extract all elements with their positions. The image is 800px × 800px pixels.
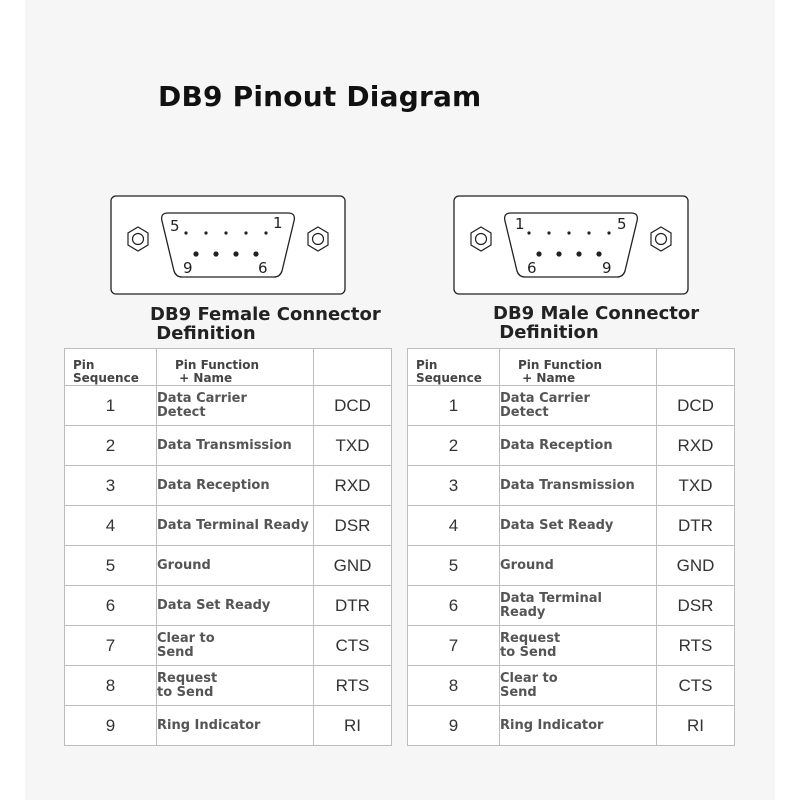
pin-number-cell: 9 xyxy=(408,706,500,746)
pin-number-cell: 3 xyxy=(408,466,500,506)
table-row xyxy=(408,506,735,546)
pin-label: 6 xyxy=(527,259,537,277)
pin-abbreviation-cell: GND xyxy=(314,546,392,586)
table-row xyxy=(408,586,735,626)
pin-number-cell: 8 xyxy=(408,666,500,706)
pin-abbreviation-cell: RXD xyxy=(657,426,735,466)
pin-function-cell: Clear to Send xyxy=(157,626,314,666)
pin-number-cell: 9 xyxy=(65,706,157,746)
pin-function-cell: Request to Send xyxy=(500,626,657,666)
pin-label: 1 xyxy=(273,214,283,232)
table-header-row xyxy=(65,349,392,386)
header-abbreviation xyxy=(657,349,735,386)
table-row xyxy=(65,706,392,746)
pin-function-cell: Data Set Ready xyxy=(500,506,657,546)
male-heading: DB9 Male Connector Definition xyxy=(493,303,700,343)
table-row xyxy=(408,466,735,506)
table-row xyxy=(408,426,735,466)
pin-abbreviation-cell: DCD xyxy=(657,386,735,426)
mounting-hex-nut-icon xyxy=(308,227,328,251)
pin-number-cell: 7 xyxy=(65,626,157,666)
table-row xyxy=(65,506,392,546)
pin-abbreviation-cell: RXD xyxy=(314,466,392,506)
pin-number-cell: 7 xyxy=(408,626,500,666)
pin-number-cell: 1 xyxy=(408,386,500,426)
pin-abbreviation-cell: RI xyxy=(314,706,392,746)
table-row xyxy=(408,706,735,746)
male-connector-diagram xyxy=(453,195,689,295)
pin-function-cell: Data Set Ready xyxy=(157,586,314,626)
male-section-title xyxy=(493,304,699,342)
pin-abbreviation-cell: TXD xyxy=(314,426,392,466)
pin-label: 5 xyxy=(170,217,180,235)
pin-abbreviation-cell: DTR xyxy=(657,506,735,546)
table-row xyxy=(65,626,392,666)
mounting-hex-nut-icon xyxy=(128,227,148,251)
pin-label: 1 xyxy=(515,215,525,233)
pin-abbreviation-cell: TXD xyxy=(657,466,735,506)
table-row xyxy=(65,466,392,506)
female-pinout-table xyxy=(64,348,392,746)
pin-number-cell: 2 xyxy=(408,426,500,466)
table-row xyxy=(408,666,735,706)
pin-abbreviation-cell: RTS xyxy=(657,626,735,666)
pin-abbreviation-cell: GND xyxy=(657,546,735,586)
page-title: DB9 Pinout Diagram xyxy=(158,80,482,113)
pin-label: 6 xyxy=(258,259,268,277)
header-pin-sequence: Pin Sequence xyxy=(408,349,500,386)
table-header-row xyxy=(408,349,735,386)
pin-function-cell: Ring Indicator xyxy=(157,706,314,746)
pin-function-cell: Ring Indicator xyxy=(500,706,657,746)
pin-abbreviation-cell: DCD xyxy=(314,386,392,426)
pin-number-cell: 8 xyxy=(65,666,157,706)
table-row xyxy=(408,546,735,586)
pin-function-cell: Data Reception xyxy=(500,426,657,466)
header-pin-sequence: Pin Sequence xyxy=(65,349,157,386)
pin-function-cell: Data Transmission xyxy=(157,426,314,466)
pin-abbreviation-cell: CTS xyxy=(314,626,392,666)
pin-number-cell: 4 xyxy=(408,506,500,546)
female-heading: DB9 Female Connector Definition xyxy=(150,304,381,344)
pin-function-cell: Data Carrier Detect xyxy=(157,386,314,426)
pin-abbreviation-cell: RTS xyxy=(314,666,392,706)
pin-number-cell: 2 xyxy=(65,426,157,466)
pin-function-cell: Ground xyxy=(500,546,657,586)
pin-number-cell: 6 xyxy=(408,586,500,626)
pin-abbreviation-cell: DSR xyxy=(314,506,392,546)
pin-number-cell: 4 xyxy=(65,506,157,546)
pin-function-cell: Request to Send xyxy=(157,666,314,706)
table-row xyxy=(408,626,735,666)
pin-label: 5 xyxy=(617,215,627,233)
table-row xyxy=(408,386,735,426)
pin-abbreviation-cell: DSR xyxy=(657,586,735,626)
pin-number-cell: 3 xyxy=(65,466,157,506)
table-row xyxy=(65,546,392,586)
pin-function-cell: Data Terminal Ready xyxy=(157,506,314,546)
table-row xyxy=(65,386,392,426)
pin-abbreviation-cell: CTS xyxy=(657,666,735,706)
header-pin-function: Pin Function + Name xyxy=(500,349,657,386)
mounting-hex-nut-icon xyxy=(471,227,491,251)
pin-function-cell: Data Reception xyxy=(157,466,314,506)
pin-function-cell: Clear to Send xyxy=(500,666,657,706)
pin-number-cell: 5 xyxy=(65,546,157,586)
pin-number-cell: 5 xyxy=(408,546,500,586)
male-pinout-table xyxy=(407,348,735,746)
female-section-title xyxy=(150,305,381,343)
pin-function-cell: Ground xyxy=(157,546,314,586)
female-connector-diagram xyxy=(110,195,346,295)
pin-function-cell: Data Terminal Ready xyxy=(500,586,657,626)
pin-label: 9 xyxy=(183,259,193,277)
header-pin-function: Pin Function + Name xyxy=(157,349,314,386)
pin-function-cell: Data Transmission xyxy=(500,466,657,506)
mounting-hex-nut-icon xyxy=(651,227,671,251)
pin-abbreviation-cell: RI xyxy=(657,706,735,746)
table-row xyxy=(65,426,392,466)
pin-abbreviation-cell: DTR xyxy=(314,586,392,626)
table-row xyxy=(65,666,392,706)
pin-number-cell: 6 xyxy=(65,586,157,626)
table-row xyxy=(65,586,392,626)
pin-number-cell: 1 xyxy=(65,386,157,426)
pin-label: 9 xyxy=(602,259,612,277)
pin-function-cell: Data Carrier Detect xyxy=(500,386,657,426)
header-abbreviation xyxy=(314,349,392,386)
